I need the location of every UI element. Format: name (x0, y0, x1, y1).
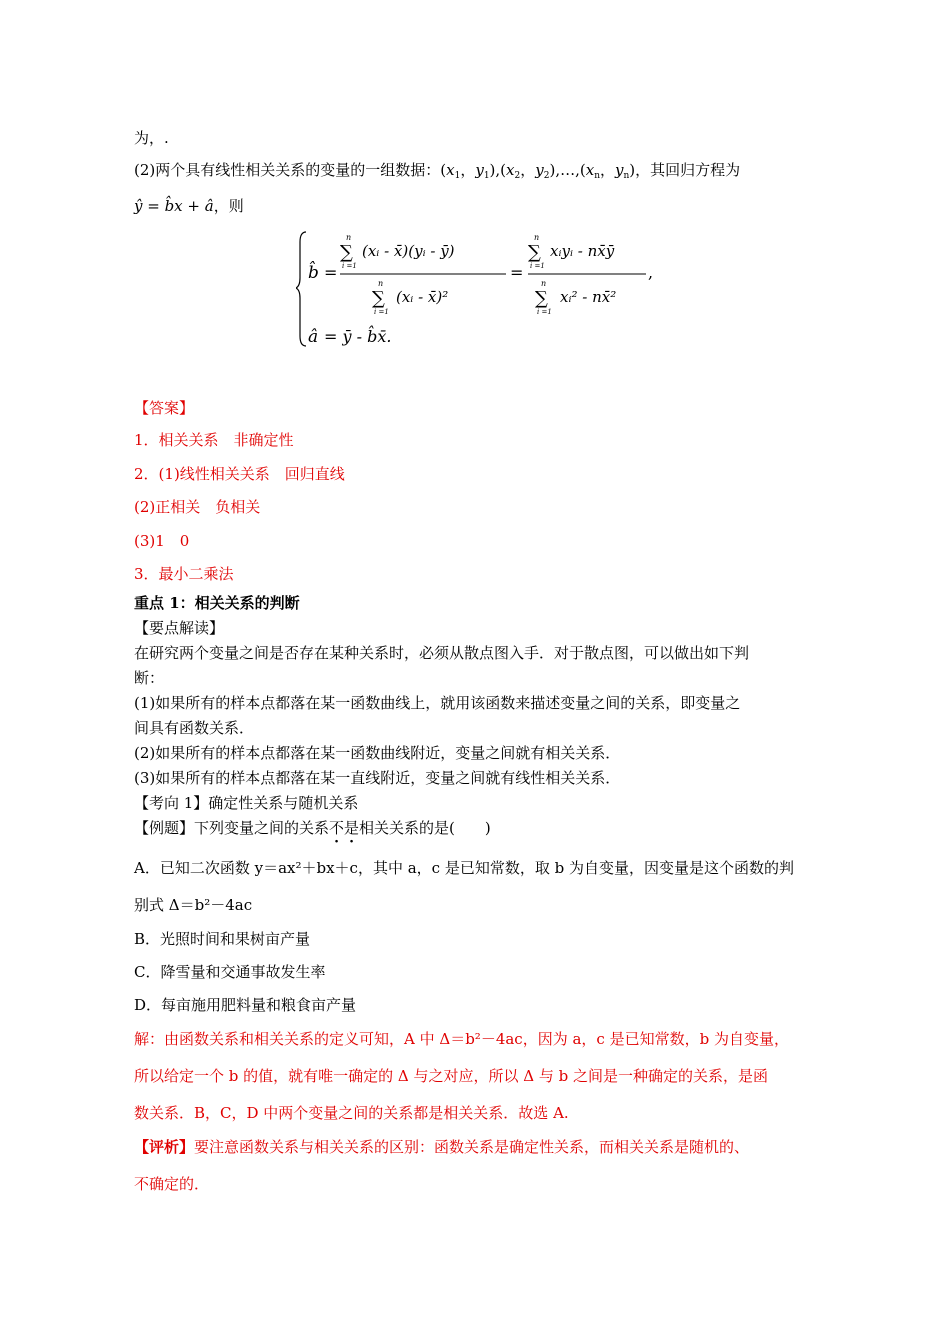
sigma-1: ∑ (340, 242, 353, 263)
answer-4: (3)1 0 (134, 532, 190, 550)
sum-n-4: n (541, 279, 547, 288)
sigma-2: ∑ (372, 288, 385, 309)
option-c: C．降雪量和交通事故发生率 (134, 963, 326, 981)
option-d: D．每亩施用肥料量和粮食亩产量 (134, 996, 357, 1014)
intro-line-2: (2)两个具有线性相关关系的变量的一组数据：($x_1$，$y_1),(x_2$，$y_2),\dots,(x_n$，$y_n$)，其回归方程为 (134, 161, 741, 181)
b-hat-symbol: b̂ (308, 263, 319, 283)
kaoxiang-heading: 【考向 1】确定性关系与随机关系 (134, 794, 359, 812)
option-a-line-1: A．已知二次函数 y＝ax²＋bx＋c，其中 a，c 是已知常数，取 b 为自变量，因变量是这个函数的判 (134, 859, 794, 877)
answer-5: 3．最小二乘法 (134, 565, 234, 583)
a-hat-rhs: = ȳ - b̂x̄. (324, 327, 392, 346)
sum-i-1: i =1 (342, 262, 357, 270)
answer-heading: 【答案】 (134, 399, 195, 417)
key-point-title: 重点 1：相关关系的判断 (134, 594, 300, 612)
answer-2: 2．(1)线性相关关系 回归直线 (134, 465, 345, 483)
sum-i-2: i =1 (374, 308, 389, 316)
intro-line-3: ŷ = b̂x + â，则 (134, 197, 244, 215)
answer-3: (2)正相关 负相关 (134, 498, 261, 516)
left-brace (296, 232, 306, 346)
key-explain-heading: 【要点解读】 (134, 619, 225, 637)
option-b: B．光照时间和果树亩产量 (134, 930, 311, 948)
solution-line-3: 数关系．B，C，D 中两个变量之间的关系都是相关关系．故选 A. (134, 1104, 569, 1122)
sigma-3: ∑ (528, 242, 541, 263)
eq-sign-1: = (324, 263, 338, 282)
sum-i-3: i =1 (530, 262, 545, 270)
key-paragraph-2b: 间具有函数关系． (134, 719, 255, 737)
key-paragraph-1: 在研究两个变量之间是否存在某种关系时，必须从散点图入手．对于散点图，可以做出如下判 (134, 644, 750, 662)
formula-comma: , (648, 263, 654, 282)
sum-n-1: n (346, 233, 352, 242)
key-paragraph-3: (2)如果所有的样本点都落在某一函数曲线附近，变量之间就有相关关系． (134, 744, 621, 762)
numerator-1: (xᵢ - x̄)(yᵢ - ȳ) (362, 242, 455, 260)
denominator-1: (xᵢ - x̄)² (396, 288, 449, 306)
key-paragraph-4: (3)如果所有的样本点都落在某一直线附近，变量之间就有线性相关关系． (134, 769, 621, 787)
example-question: 【例题】下列变量之间的关系不是相关关系的是( ) (134, 819, 491, 837)
solution-line-2: 所以给定一个 b 的值，就有唯一确定的 Δ 与之对应，所以 Δ 与 b 之间是一种确定的关系，是函 (134, 1067, 769, 1085)
option-a-line-2: 别式 Δ＝b²－4ac (134, 896, 253, 914)
denominator-2: xᵢ² - nx̄² (560, 288, 617, 306)
review-line-2: 不确定的． (134, 1175, 210, 1193)
solution-line-1: 解：由函数关系和相关关系的定义可知，A 中 Δ＝b²－4ac，因为 a，c 是已知常数，b 为自变量， (134, 1030, 789, 1048)
regression-formula (296, 226, 676, 352)
sigma-4: ∑ (535, 288, 548, 309)
review-tag: 【评析】 (134, 1138, 195, 1156)
eq-sign-2: = (510, 263, 524, 282)
sum-i-4: i =1 (537, 308, 552, 316)
sum-n-3: n (534, 233, 540, 242)
key-paragraph-1b: 断： (134, 669, 165, 687)
numerator-2: xᵢyᵢ - nx̄ȳ (550, 242, 615, 260)
answer-1: 1．相关关系 非确定性 (134, 431, 294, 449)
review-line-1: 【评析】要注意函数关系与相关关系的区别：函数关系是确定性关系，而相关关系是随机的、 (134, 1138, 750, 1156)
sum-n-2: n (378, 279, 384, 288)
intro-line-1: 为，. (134, 129, 169, 147)
key-paragraph-2: (1)如果所有的样本点都落在某一函数曲线上，就用该函数来描述变量之间的关系，即变量之 (134, 694, 741, 712)
a-hat-symbol: â (308, 327, 319, 347)
